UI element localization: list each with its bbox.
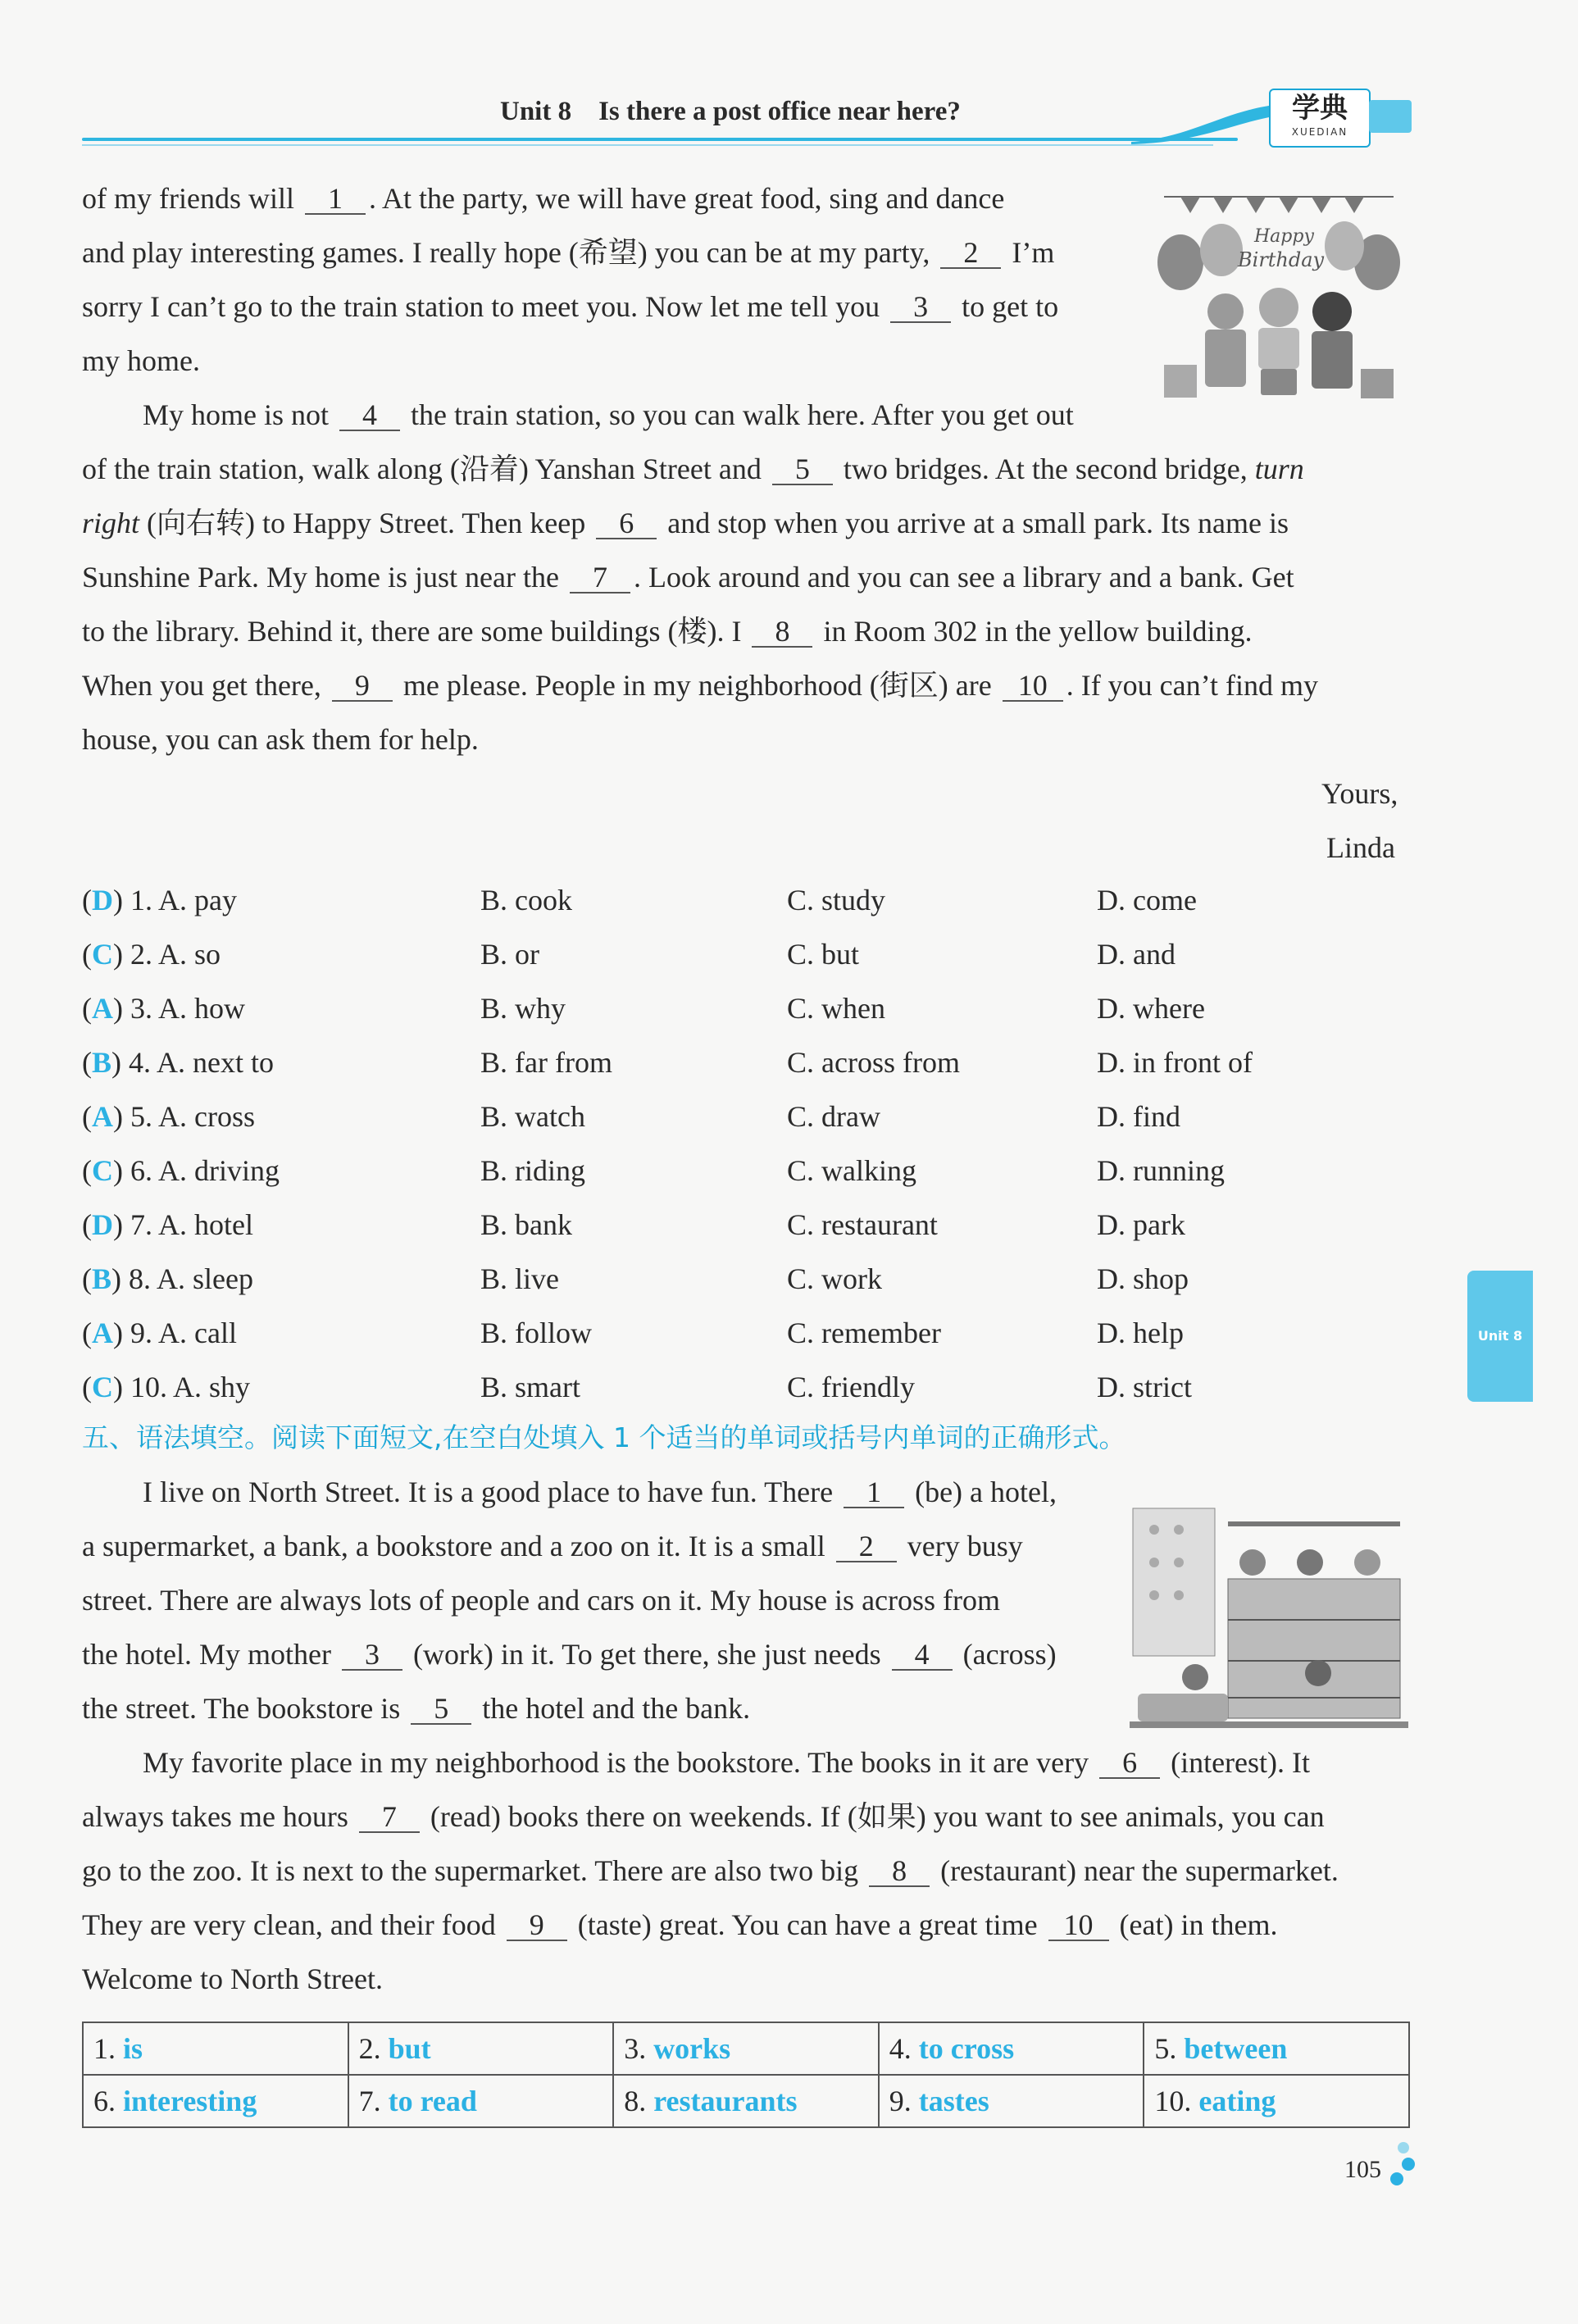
blank: 7: [359, 1802, 420, 1833]
answer-letter: C: [92, 938, 113, 971]
option-row-2: (C) 2. A. so: [82, 938, 221, 971]
logo-accent-bar: [1369, 100, 1412, 133]
option-c: C. walking: [787, 1154, 916, 1187]
option-d: D. strict: [1097, 1371, 1192, 1403]
option-b: B. cook: [480, 884, 572, 916]
blank: 6: [1099, 1748, 1160, 1779]
logo-text: 学典: [1292, 92, 1348, 125]
passage1-line-2: and play interesting games. I really hope (希望) you can be at my party, 2 I’m: [82, 236, 1055, 269]
passage2-line-1: I live on North Street. It is a good place to have fun. There 1 (be) a hotel,: [143, 1476, 1057, 1508]
option-row-10: (C) 10. A. shy: [82, 1371, 251, 1403]
passage2-line-10: Welcome to North Street.: [82, 1962, 383, 1995]
passage1-line-1: of my friends will 1 . At the party, we will have great food, sing and dance: [82, 182, 1005, 215]
option-c: C. draw: [787, 1100, 880, 1133]
illus-birthday: Birthday: [1238, 248, 1325, 271]
option-d: D. running: [1097, 1154, 1225, 1187]
unit-side-tab[interactable]: Unit 8: [1467, 1271, 1533, 1402]
answer-cell: 2. but: [348, 2022, 614, 2075]
option-row-5: (A) 5. A. cross: [82, 1100, 255, 1133]
birthday-party-illustration: [1148, 180, 1410, 418]
option-d: D. help: [1097, 1317, 1184, 1349]
option-row-1: (D) 1. A. pay: [82, 884, 237, 916]
blank: 5: [411, 1694, 471, 1725]
option-row-4: (B) 4. A. next to: [82, 1046, 275, 1079]
passage1-line-9: to the library. Behind it, there are some buildings (楼). I 8 in Room 302 in the yellow building.: [82, 615, 1253, 648]
passage1-line-7: right (向右转) to Happy Street. Then keep 6 and stop when you arrive at a small park. Its name is: [82, 507, 1289, 539]
header-rule: [82, 138, 1238, 141]
answer-cell: 1. is: [83, 2022, 348, 2075]
option-row-8: (B) 8. A. sleep: [82, 1262, 253, 1295]
table-row: [83, 2022, 1409, 2075]
unit-title: Unit 8 Is there a post office near here?: [500, 97, 961, 126]
passage2-line-3: street. There are always lots of people and cars on it. My house is across from: [82, 1584, 1001, 1617]
option-d: D. and: [1097, 938, 1176, 971]
option-b: B. live: [480, 1262, 559, 1295]
passage1-line-6: of the train station, walk along (沿着) Yanshan Street and 5 two bridges. At the second bridge, turn: [82, 453, 1304, 485]
answer-cell: 6. interesting: [83, 2075, 348, 2127]
section-5-instructions: 五、语法填空。阅读下面短文,在空白处填入 1 个适当的单词或括号内单词的正确形式。: [82, 1421, 1126, 1453]
publisher-logo: [1269, 89, 1371, 148]
passage1-line-4: my home.: [82, 344, 200, 377]
option-d: D. come: [1097, 884, 1197, 916]
passage2-line-5: the street. The bookstore is 5 the hotel and the bank.: [82, 1692, 751, 1725]
option-row-6: (C) 6. A. driving: [82, 1154, 280, 1187]
blank: 4: [892, 1640, 953, 1671]
option-d: D. shop: [1097, 1262, 1189, 1295]
answer-letter: B: [92, 1046, 112, 1079]
blank: 6: [596, 508, 657, 539]
answer-cell: 4. to cross: [879, 2022, 1144, 2075]
blank: 7: [570, 562, 630, 594]
blank: 1: [844, 1477, 904, 1508]
blank: 3: [890, 292, 951, 323]
letter-closing: Yours,: [1321, 777, 1398, 810]
letter-signature: Linda: [1326, 831, 1395, 864]
option-b: B. follow: [480, 1317, 593, 1349]
blank: 2: [940, 238, 1001, 269]
option-b: B. smart: [480, 1371, 580, 1403]
option-c: C. across from: [787, 1046, 960, 1079]
passage1-line-11: house, you can ask them for help.: [82, 723, 479, 756]
blank: 1: [305, 184, 366, 215]
option-b: B. riding: [480, 1154, 586, 1187]
passage1-line-5: My home is not 4 the train station, so you can walk here. After you get out: [143, 398, 1074, 431]
option-c: C. when: [787, 992, 885, 1025]
option-row-9: (A) 9. A. call: [82, 1317, 237, 1349]
option-b: B. why: [480, 992, 566, 1025]
blank: 2: [836, 1531, 897, 1562]
answer-letter: D: [92, 884, 113, 916]
illus-happy: Happy: [1254, 226, 1314, 247]
blank: 8: [869, 1856, 930, 1887]
passage1-line-10: When you get there, 9 me please. People in my neighborhood (街区) are 10 . If you can’t find my: [82, 669, 1318, 702]
answer-letter: A: [92, 992, 113, 1025]
option-d: D. where: [1097, 992, 1205, 1025]
table-row: [83, 2075, 1409, 2127]
option-c: C. restaurant: [787, 1208, 938, 1241]
blank: 8: [752, 616, 812, 648]
answer-letter: C: [92, 1154, 113, 1187]
option-b: B. far from: [480, 1046, 612, 1079]
passage2-line-7: always takes me hours 7 (read) books there on weekends. If (如果) you want to see animals, you can: [82, 1800, 1325, 1833]
option-c: C. friendly: [787, 1371, 915, 1403]
option-d: D. park: [1097, 1208, 1185, 1241]
option-row-7: (D) 7. A. hotel: [82, 1208, 253, 1241]
option-c: C. remember: [787, 1317, 941, 1349]
blank: 5: [772, 454, 833, 485]
option-b: B. or: [480, 938, 539, 971]
answer-cell: 10. eating: [1144, 2075, 1409, 2127]
passage2-line-2: a supermarket, a bank, a bookstore and a zoo on it. It is a small 2 very busy: [82, 1530, 1023, 1562]
blank: 10: [1003, 671, 1063, 702]
answer-cell: 7. to read: [348, 2075, 614, 2127]
option-b: B. watch: [480, 1100, 585, 1133]
option-d: D. in front of: [1097, 1046, 1253, 1079]
header-rule-thin: [82, 144, 1213, 146]
passage2-line-8: go to the zoo. It is next to the supermarket. There are also two big 8 (restaurant) near the supermarket.: [82, 1854, 1339, 1887]
library-illustration: [1130, 1505, 1408, 1730]
answer-letter: B: [92, 1262, 112, 1295]
passage2-line-9: They are very clean, and their food 9 (taste) great. You can have a great time 10 (eat) in them.: [82, 1908, 1278, 1941]
page-number: 105: [1344, 2156, 1381, 2183]
answer-cell: 8. restaurants: [613, 2075, 879, 2127]
answer-cell: 5. between: [1144, 2022, 1409, 2075]
logo-subtext: XUEDIAN: [1291, 126, 1348, 138]
option-d: D. find: [1097, 1100, 1180, 1133]
passage2-line-4: the hotel. My mother 3 (work) in it. To get there, she just needs 4 (across): [82, 1638, 1057, 1671]
option-b: B. bank: [480, 1208, 572, 1241]
passage1-line-8: Sunshine Park. My home is just near the 7 . Look around and you can see a library and a bank. Get: [82, 561, 1294, 594]
answer-letter: C: [92, 1371, 113, 1403]
answer-letter: A: [92, 1317, 113, 1349]
option-c: C. study: [787, 884, 886, 916]
blank: 3: [342, 1640, 402, 1671]
answer-cell: 9. tastes: [879, 2075, 1144, 2127]
option-row-3: (A) 3. A. how: [82, 992, 246, 1025]
answer-cell: 3. works: [613, 2022, 879, 2075]
decorative-dots-icon: [1369, 2141, 1418, 2207]
blank: 10: [1048, 1910, 1109, 1941]
option-c: C. work: [787, 1262, 882, 1295]
answer-letter: A: [92, 1100, 113, 1133]
answer-letter: D: [92, 1208, 113, 1241]
blank: 4: [339, 400, 400, 431]
option-c: C. but: [787, 938, 860, 971]
blank: 9: [332, 671, 393, 702]
passage2-line-6: My favorite place in my neighborhood is the bookstore. The books in it are very 6 (interest). It: [143, 1746, 1311, 1779]
blank: 9: [507, 1910, 567, 1941]
answer-table: [82, 2022, 1410, 2128]
passage1-line-3: sorry I can’t go to the train station to meet you. Now let me tell you 3 to get to: [82, 290, 1059, 323]
